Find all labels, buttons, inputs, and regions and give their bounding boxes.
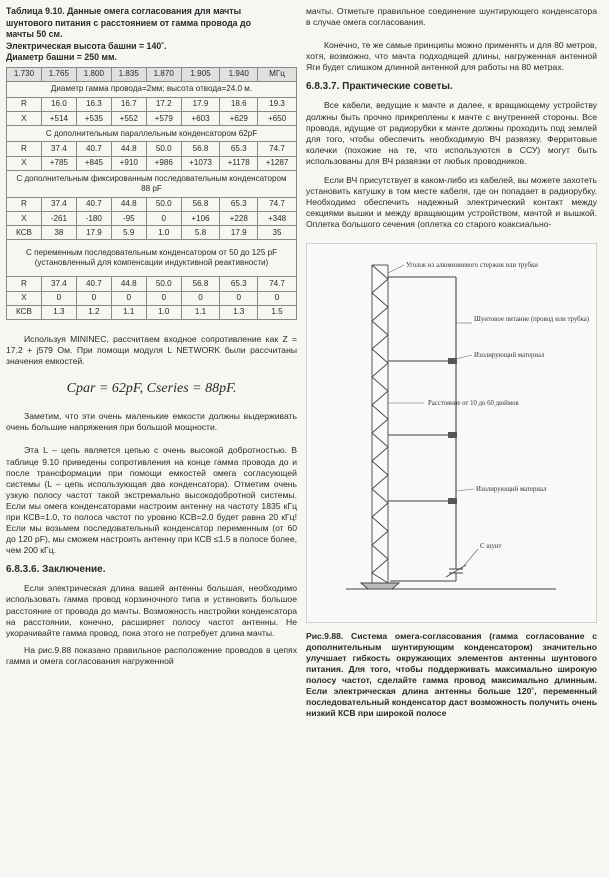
table-cell: +910	[111, 156, 146, 170]
section-title-row	[7, 240, 297, 277]
table-cell: 17.2	[146, 97, 181, 111]
table-cell: 44.8	[111, 277, 146, 291]
row-label: R	[7, 142, 42, 156]
table-cell: +579	[146, 112, 181, 126]
label-insulator: Изолирующий материал	[474, 351, 545, 359]
table-cell: -261	[41, 212, 76, 226]
table-cell: +986	[146, 156, 181, 170]
table-cell: +348	[258, 212, 297, 226]
table-caption-line: мачты 50 см.	[6, 29, 63, 39]
section-title: С дополнительным параллельным конденсатором 62pF	[7, 126, 297, 142]
section-title-row	[7, 81, 297, 97]
table-cell: 0	[111, 291, 146, 305]
table-cell: +514	[41, 112, 76, 126]
table-cell: 16.0	[41, 97, 76, 111]
table-row	[7, 142, 297, 156]
header-cell: 1.940	[220, 67, 258, 81]
section-heading: 6.8.3.7. Практические советы.	[306, 81, 453, 93]
paragraph: На рис.9.88 показано правильное расположение проводов в цепях гамма и омега согласования нагруженной	[6, 644, 297, 666]
table-cell: 0	[146, 212, 181, 226]
table-cell: 38	[41, 226, 76, 240]
label-shunt: Шунтовое питание (провод или трубка)	[474, 315, 590, 323]
insulator-icon	[448, 432, 457, 438]
table-cell: 0	[258, 291, 297, 305]
row-label: КСВ	[7, 226, 42, 240]
omega-matching-table	[6, 67, 297, 320]
header-cell: 1.730	[7, 67, 42, 81]
row-label: X	[7, 212, 42, 226]
paragraph: Конечно, те же самые принципы можно применять и для 80 метров, хотя, возможно, что мачта подходящей длины, нагруженная антенной Яги будет слишком длинной антенной для работы на 80 метрах.	[306, 40, 597, 73]
table-cell: 37.4	[41, 197, 76, 211]
table-cell: 37.4	[41, 277, 76, 291]
table-cell: +650	[258, 112, 297, 126]
table-cell: 37.4	[41, 142, 76, 156]
row-label: R	[7, 197, 42, 211]
section-1-rows	[7, 97, 297, 125]
table-cell: 0	[146, 291, 181, 305]
table-cell: 1.0	[146, 305, 181, 319]
table-cell: 74.7	[258, 142, 297, 156]
table-cell: +785	[41, 156, 76, 170]
table-cell: 74.7	[258, 277, 297, 291]
label-distance: Расстояние от 10 до 60 дюймов	[428, 399, 519, 407]
table-cell: +535	[76, 112, 111, 126]
section-title-row	[7, 170, 297, 197]
table-cell: 16.3	[76, 97, 111, 111]
table-cell: 40.7	[76, 197, 111, 211]
section-title: Диаметр гамма провода=2мм; высота отвода=24.0 м.	[7, 81, 297, 97]
table-cell: 18.6	[220, 97, 258, 111]
table-caption-line: шунтового питания с расстоянием от гамма провода до	[6, 17, 251, 28]
table-cell: 17.9	[220, 226, 258, 240]
table-cell: 0	[76, 291, 111, 305]
paragraph: Эта L – цепь является цепью с очень высокой добротностью. В таблице 9.10 приведены сопротивления на конце гамма провода до и после трансформации при помощи емкостей омега согласующей системы (L – цепь использующая два конденсатора). Отметим очень узкую полосу частот такой экстремально высокодобротной системы. Если мы омега конденсаторами настроим антенну на частоту 1835 кГц при КСВ=1.0, то полоса частот по уровню КСВ=2.0 будет равна 20 кГц! Если мы возьмем последовательный конденсатор переменным (от 60 до 120 pF), мы сможем настроить антенну при КСВ ≤1.5 в полосе более, чем 200 кГц.	[6, 445, 297, 556]
header-cell: 1.800	[76, 67, 111, 81]
section-title: С переменным последовательным конденсатором от 50 до 125 pF (установленный для компенсации индуктивной реактивности)	[7, 240, 297, 277]
section-title: С дополнительным фиксированным последовательным конденсатором 88 pF	[7, 170, 297, 197]
table-row	[7, 112, 297, 126]
table-cell: 1.0	[146, 226, 181, 240]
label-insulator: Изолирующий материал	[476, 485, 547, 493]
row-label: R	[7, 277, 42, 291]
table-caption-line: Электрическая высота башни = 140˚.	[6, 40, 167, 51]
table-cell: 50.0	[146, 277, 181, 291]
table-cell: 56.8	[181, 197, 220, 211]
table-cell: 56.8	[181, 142, 220, 156]
table-cell: 19.3	[258, 97, 297, 111]
table-cell: 17.9	[76, 226, 111, 240]
table-row	[7, 305, 297, 319]
table-cell: 17.9	[181, 97, 220, 111]
table-header-row	[7, 67, 297, 81]
right-column	[306, 6, 597, 719]
insulator-icon	[448, 358, 457, 364]
header-cell: 1.835	[111, 67, 146, 81]
table-row	[7, 291, 297, 305]
section-3-rows	[7, 197, 297, 240]
table-row	[7, 156, 297, 170]
table-cell: +1073	[181, 156, 220, 170]
table-cell: 1.3	[41, 305, 76, 319]
table-caption-line: Таблица 9.10. Данные омега согласования для мачты	[6, 6, 242, 16]
table-cell: 56.8	[181, 277, 220, 291]
table-cell: 65.3	[220, 142, 258, 156]
table-row	[7, 197, 297, 211]
table-cell: 1.5	[258, 305, 297, 319]
left-column	[6, 6, 297, 667]
table-cell: 1.2	[76, 305, 111, 319]
label-corner: Уголок из алюминиевого стержня или трубки	[406, 261, 538, 269]
table-row	[7, 277, 297, 291]
table-cell: +629	[220, 112, 258, 126]
header-cell: 1.870	[146, 67, 181, 81]
table-cell: 1.1	[181, 305, 220, 319]
table-cell: 50.0	[146, 142, 181, 156]
table-caption-line: Диаметр башни = 250 мм.	[6, 52, 117, 62]
table-cell: +552	[111, 112, 146, 126]
table-cell: 40.7	[76, 277, 111, 291]
table-cell: 44.8	[111, 197, 146, 211]
table-cell: 35	[258, 226, 297, 240]
table-cell: 74.7	[258, 197, 297, 211]
section-2-rows	[7, 142, 297, 170]
header-cell: 1.905	[181, 67, 220, 81]
table-cell: 40.7	[76, 142, 111, 156]
row-label: КСВ	[7, 305, 42, 319]
section-4-rows	[7, 277, 297, 320]
header-cell: 1.765	[41, 67, 76, 81]
table-cell: 1.3	[220, 305, 258, 319]
row-label: R	[7, 97, 42, 111]
paragraph: Все кабели, ведущие к мачте и далее, к вращающему устройству должны быть прочно прикреплены к мачте с внутренней стороны. Все провода, идущие от радиорубки к мачте должны проходить под землей для того, чтобы обеспечить необходимую ВЧ развязку. Ферритовые колечки (похожие на те, что используются в ССУ) могут быть использованы для ВЧ развязки от любых проводников.	[306, 100, 597, 166]
table-row	[7, 97, 297, 111]
paragraph: Если ВЧ присутствует в каком-либо из кабелей, вы можете захотеть установить катушку в том месте кабеля, где он попадает в радиорубку. Необходимо обеспечить надежный электрический контакт между секциями вышки и между вращающим устройством, мачтой и вышкой. Оплетка большого сечения (оплетка со старого коаксиально-	[306, 175, 597, 230]
section-heading: 6.8.3.6. Заключение.	[6, 564, 106, 576]
table-cell: 0	[41, 291, 76, 305]
table-cell: +228	[220, 212, 258, 226]
capacitance-formula: Cpar = 62pF, Cseries = 88pF.	[66, 381, 237, 397]
figure-caption: Рис.9.88. Система омега-согласования (гамма согласование с дополнительным шунтирующим конденсатором) значительно улучшает гибкость окружающих элементов антенны шунтового питания. Для того, чтобы поддерживать максимально широкую полосу частот, сделайте гамма провод максимально длинным. Если электрическая длина антенны больше 120˚, переменный последовательный конденсатор даст возможность получить очень низкий КСВ при широкой полосе	[306, 630, 597, 719]
paragraph: мачты. Отметьте правильное соединение шунтирующего конденсатора в случае омега согласования.	[306, 6, 597, 28]
table-row	[7, 212, 297, 226]
table-cell: 1.1	[111, 305, 146, 319]
table-cell: 16.7	[111, 97, 146, 111]
section-title-row	[7, 126, 297, 142]
paragraph: Если электрическая длина вашей антенны большая, необходимо использовать гамма провод корзиночного типа и установить большое расстояние от провода до мачты. Возможность настройки конденсатора на расстоянии, конечно, расширяет полосу частот антенны. Не укорачивайте гамма провод, пока этого не потребует длина мачты.	[6, 583, 297, 638]
paragraph: Заметим, что эти очень маленькие емкости должны выдерживать очень большие напряжения при большой мощности.	[6, 411, 297, 433]
insulator-icon	[448, 498, 457, 504]
table-cell: +1178	[220, 156, 258, 170]
table-cell: 50.0	[146, 197, 181, 211]
shunt-fed-tower-figure	[306, 243, 597, 623]
table-cell: 44.8	[111, 142, 146, 156]
table-cell: 0	[220, 291, 258, 305]
label-c-shunt: С шунт	[480, 542, 502, 550]
table-cell: +603	[181, 112, 220, 126]
table-cell: -95	[111, 212, 146, 226]
header-cell: МГц	[258, 67, 297, 81]
paragraph: Используя MININEC, рассчитаем входное сопротивление как Z = 17.2 + j579 Ом. При помощи модуля L NETWORK были рассчитаны значения емкостей.	[6, 333, 297, 367]
table-cell: +845	[76, 156, 111, 170]
table-cell: 0	[181, 291, 220, 305]
table-cell: 5.8	[181, 226, 220, 240]
table-cell: +1287	[258, 156, 297, 170]
table-cell: 65.3	[220, 197, 258, 211]
row-label: X	[7, 112, 42, 126]
table-row	[7, 226, 297, 240]
table-cell: 65.3	[220, 277, 258, 291]
row-label: X	[7, 156, 42, 170]
table-cell: 5.9	[111, 226, 146, 240]
table-cell: +106	[181, 212, 220, 226]
table-cell: -180	[76, 212, 111, 226]
row-label: X	[7, 291, 42, 305]
